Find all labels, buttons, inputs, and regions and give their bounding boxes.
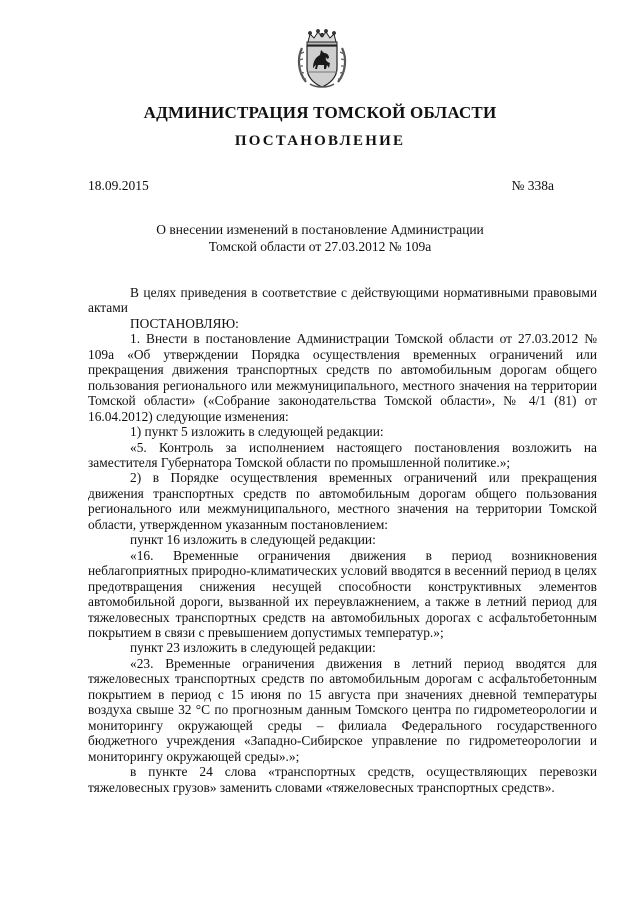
document-subject xyxy=(130,221,510,255)
tomsk-region-coat-of-arms-icon xyxy=(296,28,348,90)
document-date: 18.09.2015 xyxy=(88,178,149,193)
document-type: ПОСТАНОВЛЕНИЕ xyxy=(234,133,406,149)
resolve-heading: ПОСТАНОВЛЯЮ: xyxy=(130,315,239,331)
preamble-paragraph: В целях приведения в соответствие с действующими нормативными правовыми актами xyxy=(88,285,597,316)
subclause-1-paragraph: 1) пункт 5 изложить в следующей редакции: xyxy=(130,424,384,440)
item-24-paragraph: в пункте 24 слова «транспортных средств, осуществляющих перевозки тяжеловесных грузов» заменить словами «тяжеловесных транспортных средств». xyxy=(88,764,597,795)
item-23-paragraph: «23. Временные ограничения движения в летний период вводятся для тяжеловесных транспортных средств по автомобильным дорогам с асфальтобетонным покрытием в период с 15 июня по 15 августа при значениях дневной температуры воздуха свыше 32 °С по прогнозным данным Томского центра по гидрометеорологии и мониторингу окружающей среды – филиала Федерального государственного бюджетного учреждения «Западно-Сибирское управление по гидрометеорологии и мониторингу окружающей среды».»; xyxy=(88,655,597,764)
item-23-intro-paragraph: пункт 23 изложить в следующей редакции: xyxy=(130,640,376,656)
item-16-paragraph: «16. Временные ограничения движения в период возникновения неблагоприятных природно-климатических условий вводятся в весенний период в целях предотвращения снижения несущей способности конструктивных элементов автомобильной дороги, вызванной их переувлажнением, а также в летний период для тяжеловесных транспортных средств на автомобильных дорогах с асфальтобетонным покрытием в связи с превышением допустимых температур.»; xyxy=(88,547,597,640)
clause-1-paragraph: 1. Внести в постановление Администрации Томской области от 27.03.2012 № 109а «Об утверждении Порядка осуществления временных ограничений или прекращения движения транспортных средств по автомобильным дорогам общего пользования регионального или межмуниципального, местного значения на территории Томской области» («Собрание законодательства Томской области», № 4/1 (81) от 16.04.2012) следующие изменения: xyxy=(88,331,597,424)
item-5-paragraph: «5. Контроль за исполнением настоящего постановления возложить на заместителя Губернатора Томской области по промышленной политике.»; xyxy=(88,439,597,470)
document-number: № 338а xyxy=(511,178,554,193)
subject-line-2: Томской области от 27.03.2012 № 109а xyxy=(208,239,432,254)
organization-title: АДМИНИСТРАЦИЯ ТОМСКОЙ ОБЛАСТИ xyxy=(143,103,497,122)
document-body xyxy=(88,285,597,795)
subclause-2-paragraph: 2) в Порядке осуществления временных ограничений или прекращения движения транспортных средств по автомобильным дорогам общего пользования регионального или межмуниципального, местного значения на территории Томской области, утвержденном указанным постановлением: xyxy=(88,470,597,532)
subject-line-1: О внесении изменений в постановление Администрации xyxy=(156,222,484,237)
item-16-intro-paragraph: пункт 16 изложить в следующей редакции: xyxy=(130,532,376,548)
